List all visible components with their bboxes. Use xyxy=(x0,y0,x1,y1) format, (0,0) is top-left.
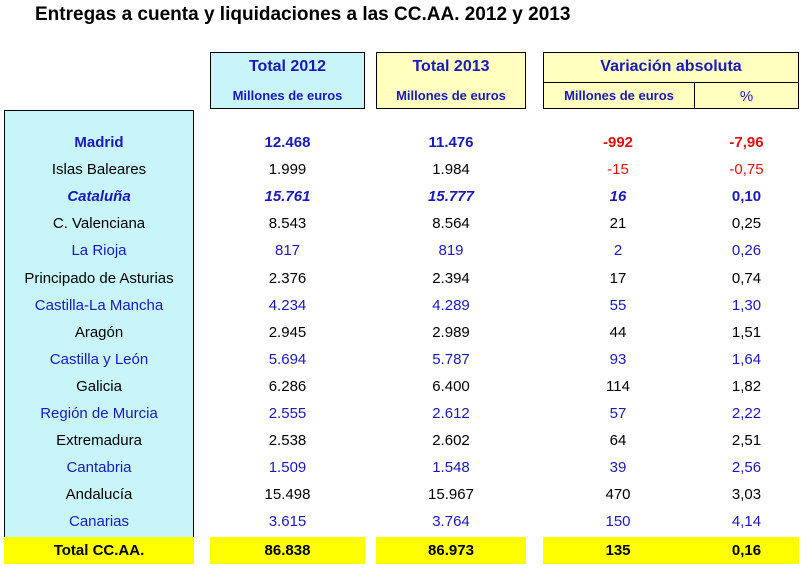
region-name: Castilla-La Mancha xyxy=(34,296,164,314)
table-row xyxy=(0,265,805,292)
value-2012: 5.694 xyxy=(268,350,307,368)
region-name: Madrid xyxy=(74,134,124,151)
value-2013: 2.602 xyxy=(432,432,470,450)
value-pct: 0,26 xyxy=(731,242,762,260)
region-name: Cataluña xyxy=(67,188,131,206)
value-2012: 4.234 xyxy=(268,296,307,314)
value-2013: 2.612 xyxy=(432,405,470,422)
value-pct: 0,74 xyxy=(731,269,762,287)
value-2012: 1.509 xyxy=(268,459,307,477)
region-name: Cantabria xyxy=(66,459,132,477)
value-2013: 819 xyxy=(438,242,464,260)
total-pct: 0,16 xyxy=(731,542,762,559)
page-title: Entregas a cuenta y liquidaciones a las CC.AA. 2012 y 2013 xyxy=(35,4,571,25)
header-unit-2012: Millones de euros xyxy=(232,88,343,103)
value-2012: 8.543 xyxy=(268,215,307,233)
value-2012: 15.498 xyxy=(264,486,311,504)
value-2013: 4.289 xyxy=(432,296,470,314)
table-row xyxy=(0,292,805,319)
table-row xyxy=(0,210,805,237)
table-row xyxy=(0,427,805,454)
value-variacion: 470 xyxy=(605,486,631,504)
value-pct: 2,56 xyxy=(731,459,762,477)
value-2012: 817 xyxy=(274,242,301,260)
table-row xyxy=(0,481,805,508)
value-variacion: 150 xyxy=(605,513,631,531)
value-variacion: 39 xyxy=(609,459,627,477)
region-name: C. Valenciana xyxy=(52,215,146,233)
value-variacion: 55 xyxy=(609,296,627,314)
value-2012: 2.538 xyxy=(268,432,307,450)
value-variacion: 17 xyxy=(609,269,627,287)
value-2013: 1.984 xyxy=(432,161,470,179)
value-2012: 2.376 xyxy=(268,269,307,287)
value-2013: 2.989 xyxy=(432,323,470,341)
region-name: Canarias xyxy=(68,513,130,531)
total-variacion: 135 xyxy=(605,542,631,559)
table-row xyxy=(0,319,805,346)
value-pct: 1,30 xyxy=(731,296,762,314)
header-variacion-pct-cell xyxy=(695,82,798,108)
total-2012: 86.838 xyxy=(264,542,311,559)
region-name: Principado de Asturias xyxy=(24,269,174,287)
table-row xyxy=(0,373,805,400)
total-2013: 86.973 xyxy=(428,542,474,559)
value-pct: 2,22 xyxy=(731,405,762,422)
region-name: Islas Baleares xyxy=(51,161,147,179)
table-row xyxy=(0,237,805,264)
header-pct: % xyxy=(739,88,754,105)
region-name: Región de Murcia xyxy=(40,405,158,422)
total-label: Total CC.AA. xyxy=(53,542,145,559)
value-2012: 15.761 xyxy=(264,188,311,206)
value-variacion: 114 xyxy=(606,377,630,395)
value-variacion: 44 xyxy=(609,323,627,341)
region-name: Extremadura xyxy=(56,432,142,450)
value-variacion: 57 xyxy=(609,405,627,422)
region-name: La Rioja xyxy=(71,242,127,260)
value-variacion: -992 xyxy=(602,134,634,151)
table-row xyxy=(0,129,805,156)
value-2013: 1.548 xyxy=(432,459,470,477)
value-2012: 1.999 xyxy=(268,161,307,179)
region-name: Castilla y León xyxy=(49,350,149,368)
value-pct: 1,82 xyxy=(731,377,762,395)
table-row xyxy=(0,346,805,373)
value-pct: -0,75 xyxy=(729,161,764,179)
total-row xyxy=(0,537,805,564)
header-unit-2013: Millones de euros xyxy=(396,88,506,103)
value-2012: 6.286 xyxy=(268,377,307,395)
value-2013: 15.967 xyxy=(428,486,474,504)
header-variacion xyxy=(543,52,799,109)
value-2013: 5.787 xyxy=(432,350,470,368)
value-variacion: 16 xyxy=(609,188,627,206)
value-2012: 2.555 xyxy=(268,405,307,422)
value-2013: 8.564 xyxy=(432,215,470,233)
table-row xyxy=(0,183,805,210)
header-total-2013 xyxy=(376,52,526,109)
value-pct: 0,25 xyxy=(731,215,762,233)
value-pct: 0,10 xyxy=(731,188,762,206)
value-2012: 12.468 xyxy=(264,134,311,151)
value-variacion: 64 xyxy=(609,432,627,450)
region-name: Aragón xyxy=(74,323,124,341)
value-pct: 2,51 xyxy=(731,432,762,450)
header-unit-variacion: Millones de euros xyxy=(564,88,674,103)
region-name: Andalucía xyxy=(65,486,133,504)
value-2012: 3.615 xyxy=(268,513,307,531)
header-total-2012 xyxy=(210,52,365,109)
table-row xyxy=(0,156,805,183)
value-2013: 3.764 xyxy=(432,513,470,531)
value-pct: 3,03 xyxy=(731,486,762,504)
value-variacion: 93 xyxy=(609,350,627,368)
value-pct: 1,64 xyxy=(731,350,762,368)
header-total-2013-label: Total 2013 xyxy=(412,58,490,75)
table-row xyxy=(0,508,805,535)
table-row xyxy=(0,400,805,427)
value-2013: 2.394 xyxy=(432,269,470,287)
value-variacion: 21 xyxy=(609,215,627,233)
value-2012: 2.945 xyxy=(268,323,307,341)
value-variacion: -15 xyxy=(607,161,629,179)
header-variacion-unit-cell xyxy=(544,82,695,108)
table-row xyxy=(0,454,805,481)
value-variacion: 2 xyxy=(613,242,623,260)
value-pct: 4,14 xyxy=(731,513,762,531)
value-pct: -7,96 xyxy=(729,134,764,151)
value-pct: 1,51 xyxy=(731,323,762,341)
value-2013: 11.476 xyxy=(428,134,474,151)
header-variacion-label: Variación absoluta xyxy=(600,58,742,75)
value-2013: 15.777 xyxy=(428,188,474,206)
region-name: Galicia xyxy=(76,377,122,395)
header-total-2012-label: Total 2012 xyxy=(248,58,327,75)
value-2013: 6.400 xyxy=(432,377,470,395)
